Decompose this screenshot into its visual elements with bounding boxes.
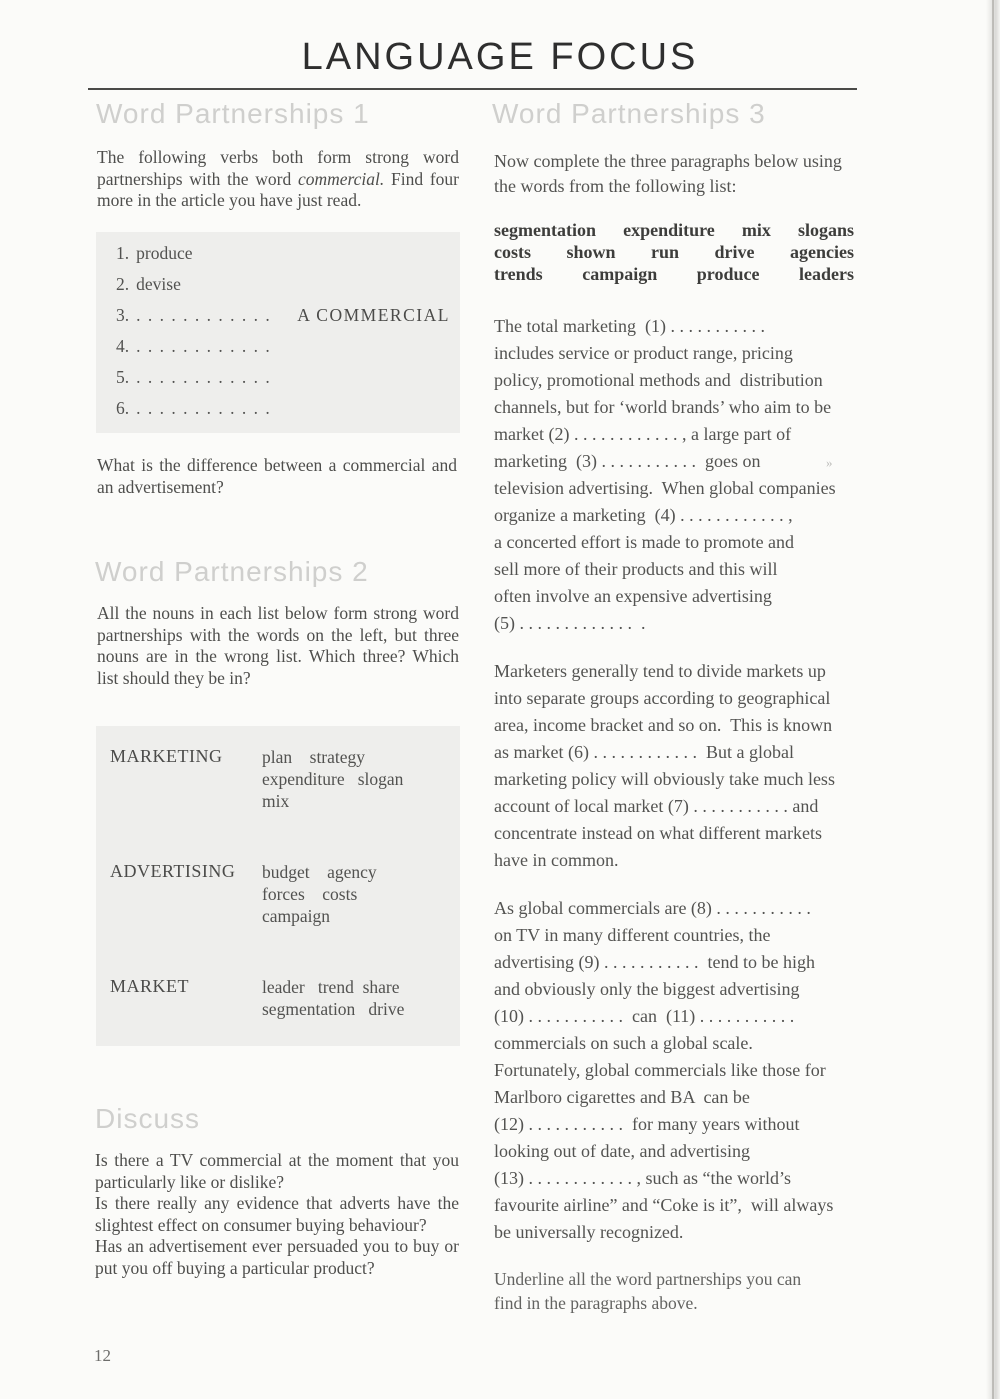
- text-line: as market (6) . . . . . . . . . . . . But a global: [494, 742, 794, 762]
- text-line: (13) . . . . . . . . . . . . , such as “the world’s: [494, 1168, 791, 1188]
- row-nouns: [262, 861, 377, 927]
- text-line: account of local market (7) . . . . . . . . . . . and: [494, 796, 819, 816]
- text-line: television advertising. When global companies: [494, 478, 836, 498]
- word-list-row: [494, 219, 854, 241]
- wp3-paragraph-2: [494, 658, 874, 874]
- text-line: advertising (9) . . . . . . . . . . . tend to be high: [494, 952, 815, 972]
- blank-dots: . . . . . . . . . . . .: [136, 336, 272, 356]
- list-item: [96, 367, 460, 398]
- wp3-paragraph-3: [494, 895, 874, 1246]
- heading-discuss: Discuss: [95, 1103, 201, 1134]
- text-line: (10) . . . . . . . . . . . can (11) . . . . . . . . . . .: [494, 1006, 795, 1026]
- scan-speck-artifact: »: [826, 455, 833, 470]
- item-text: devise: [136, 274, 181, 294]
- heading-word-partnerships-1: Word Partnerships 1: [96, 98, 370, 129]
- heading-word-partnerships-3: Word Partnerships 3: [492, 98, 766, 129]
- item-number: 2.: [116, 274, 130, 294]
- word-item: campaign: [582, 264, 658, 284]
- item-text: produce: [136, 243, 193, 263]
- wp1-question: What is the difference between a commercial and an advertisement?: [97, 455, 457, 497]
- word-item: mix: [741, 220, 771, 240]
- word-item: run: [651, 242, 680, 262]
- text-line: market (2) . . . . . . . . . . . . , a large part of: [494, 424, 792, 444]
- blank-dots: . . . . . . . . . . . .: [136, 398, 272, 418]
- word-item: leaders: [798, 264, 854, 284]
- text-line: plan strategy: [262, 747, 366, 767]
- text-line: marketing (3) . . . . . . . . . . . goes on: [494, 451, 761, 471]
- word-list-row: [494, 263, 854, 285]
- wp2-intro-paragraph: All the nouns in each list below form strong word partnerships with the words on the left, but three nouns are in the wrong list. Which three? Which list should they be in?: [97, 603, 459, 688]
- text-line: have in common.: [494, 850, 619, 870]
- text-line: marketing policy will obviously take much less: [494, 769, 835, 789]
- list-item: [96, 398, 460, 429]
- text-line: favourite airline” and “Coke is it”, will always: [494, 1195, 834, 1215]
- list-item: [96, 243, 460, 274]
- text-line: looking out of date, and advertising: [494, 1141, 750, 1161]
- text-line: find in the paragraphs above.: [494, 1293, 698, 1313]
- row-keyword-advertising: ADVERTISING: [110, 861, 236, 881]
- item-number: 5.: [116, 367, 130, 387]
- word-item: expenditure: [623, 220, 715, 240]
- item-number: 3.: [116, 305, 130, 325]
- wp1-exercise-box: [96, 232, 460, 433]
- word-item: slogans: [797, 220, 854, 240]
- wp3-outro-instruction: [494, 1267, 874, 1315]
- word-item: segmentation: [494, 220, 596, 240]
- title-divider-rule: [88, 88, 857, 90]
- text-line: be universally recognized.: [494, 1222, 684, 1242]
- text-line: commercials on such a global scale.: [494, 1033, 753, 1053]
- page-title: LANGUAGE FOCUS: [301, 36, 699, 78]
- text-line: and obviously only the biggest advertising: [494, 979, 800, 999]
- word-item: trends: [494, 264, 543, 284]
- page-edge-shadow: [986, 0, 1000, 1399]
- text-line: sell more of their products and this will: [494, 559, 778, 579]
- wp3-word-list: [494, 219, 854, 285]
- item-number: 6.: [116, 398, 130, 418]
- item-number: 4.: [116, 336, 130, 356]
- item-number: 1.: [116, 243, 130, 263]
- text-line: budget agency: [262, 862, 377, 882]
- text-line: campaign: [262, 906, 331, 926]
- word-list-row: [494, 241, 854, 263]
- text-line: mix: [262, 791, 290, 811]
- text-line: channels, but for ‘world brands’ who aim to be: [494, 397, 832, 417]
- a-commercial-label: A COMMERCIAL: [297, 305, 450, 325]
- list-item: [96, 305, 460, 336]
- wp1-intro-after: Find four more in the article you have just read.: [97, 168, 459, 210]
- wp1-intro-italic-word: commercial.: [297, 168, 385, 189]
- text-line: Marketers generally tend to divide markets up: [494, 661, 826, 681]
- text-line: leader trend share: [262, 977, 400, 997]
- word-item: agencies: [789, 242, 854, 262]
- text-line: The total marketing (1) . . . . . . . . . . .: [494, 316, 765, 336]
- list-item: [96, 336, 460, 367]
- list-item: [96, 274, 460, 305]
- text-line: Has an advertisement ever persuaded you to buy or put you off buying a particular product?: [95, 1236, 459, 1278]
- blank-dots: . . . . . . . . . . . .: [136, 367, 272, 387]
- row-keyword-market: MARKET: [110, 976, 189, 996]
- text-line: As global commercials are (8) . . . . . . . . . . .: [494, 898, 811, 918]
- table-row: [110, 746, 460, 812]
- table-row: [110, 976, 460, 1020]
- wp2-table-box: [96, 726, 460, 1046]
- page-number: 12: [94, 1346, 111, 1365]
- text-line: area, income bracket and so on. This is known: [494, 715, 833, 735]
- row-keyword-marketing: MARKETING: [110, 746, 223, 766]
- table-row: [110, 861, 460, 927]
- row-nouns: [262, 976, 404, 1020]
- text-line: Underline all the word partnerships you can: [494, 1269, 802, 1289]
- word-item: drive: [714, 242, 755, 262]
- heading-word-partnerships-2: Word Partnerships 2: [95, 556, 369, 587]
- text-line: Marlboro cigarettes and BA can be: [494, 1087, 750, 1107]
- text-line: into separate groups according to geographical: [494, 688, 831, 708]
- word-item: shown: [566, 242, 616, 262]
- wp3-intro-paragraph: Now complete the three paragraphs below using the words from the following list:: [494, 151, 842, 196]
- blank-dots: . . . . . . . . . . . .: [136, 305, 272, 325]
- wp1-intro-before: The following verbs both form strong word partnerships with the word: [97, 147, 459, 189]
- row-nouns: [262, 746, 403, 812]
- text-line: concentrate instead on what different markets: [494, 823, 823, 843]
- text-line: Fortunately, global commercials like those for: [494, 1060, 826, 1080]
- text-line: Is there a TV commercial at the moment that you particularly like or dislike?: [95, 1150, 459, 1192]
- text-line: (5) . . . . . . . . . . . . . .: [494, 613, 646, 633]
- text-line: (12) . . . . . . . . . . . for many years without: [494, 1114, 800, 1134]
- text-line: on TV in many different countries, the: [494, 925, 771, 945]
- word-item: costs: [494, 242, 531, 262]
- text-line: Is there really any evidence that adverts have the slightest effect on consumer buying behaviour?: [95, 1193, 459, 1235]
- text-line: policy, promotional methods and distribution: [494, 370, 823, 390]
- text-line: includes service or product range, pricing: [494, 343, 793, 363]
- text-line: a concerted effort is made to promote and: [494, 532, 795, 552]
- text-line: organize a marketing (4) . . . . . . . . . . . . ,: [494, 505, 793, 525]
- wp1-intro-paragraph: [97, 147, 459, 212]
- text-line: expenditure slogan: [262, 769, 404, 789]
- text-line: segmentation drive: [262, 999, 405, 1019]
- discuss-questions: [95, 1150, 459, 1279]
- word-item: produce: [696, 264, 760, 284]
- text-line: often involve an expensive advertising: [494, 586, 772, 606]
- text-line: forces costs: [262, 884, 358, 904]
- wp3-paragraph-1: [494, 313, 874, 637]
